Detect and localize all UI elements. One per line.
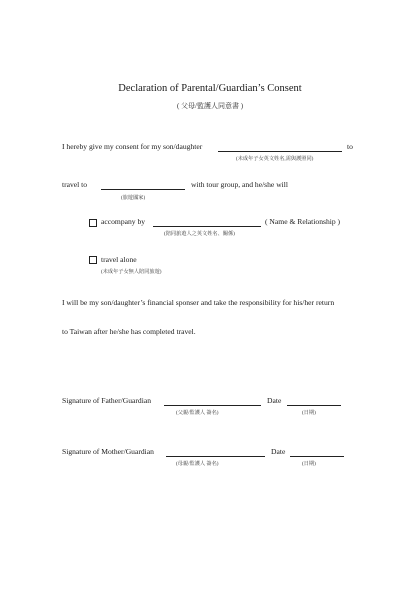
father-date-label: Date (267, 396, 282, 405)
father-date-note: (日期) (302, 410, 316, 416)
travel-alone-note: (未成年子女無人陪同旅遊) (101, 269, 162, 275)
travel-prefix-text: travel to (62, 180, 88, 189)
travel-alone-label: travel alone (101, 255, 137, 264)
destination-field[interactable] (101, 189, 185, 190)
consent-text: I hereby give my consent for my son/daughter (62, 142, 203, 151)
child-name-field[interactable] (218, 151, 342, 152)
accompany-checkbox[interactable] (89, 219, 97, 227)
father-date-field[interactable] (287, 405, 341, 406)
destination-note: (旅遊國家) (121, 195, 146, 201)
accompany-label: accompany by (101, 217, 146, 226)
mother-signature-field[interactable] (166, 456, 265, 457)
mother-date-field[interactable] (290, 456, 344, 457)
companion-name-field[interactable] (153, 226, 261, 227)
statement-line-1: I will be my son/daughter’s financial sponser and take the responsibility for his/her return (62, 298, 335, 307)
father-signature-note: (父親/監護人 簽名) (176, 410, 219, 416)
mother-date-label: Date (271, 447, 286, 456)
accompany-suffix: ( Name & Relationship ) (265, 217, 341, 226)
consent-to-text: to (347, 142, 353, 151)
child-name-note: (未成年子女英文姓名,需與護照同) (236, 156, 314, 162)
mother-signature-note: (母親/監護人 簽名) (176, 461, 219, 467)
statement-line-2: to Taiwan after he/she has completed travel. (62, 327, 196, 336)
mother-date-note: (日期) (302, 461, 316, 467)
mother-signature-label: Signature of Mother/Guardian (62, 447, 154, 456)
page-title: Declaration of Parental/Guardian’s Consent (118, 83, 302, 94)
page-subtitle: ( 父母/監護人同意書 ) (176, 102, 244, 110)
travel-suffix-text: with tour group, and he/she will (191, 180, 289, 189)
father-signature-label: Signature of Father/Guardian (62, 396, 151, 405)
travel-alone-checkbox[interactable] (89, 256, 97, 264)
father-signature-field[interactable] (164, 405, 261, 406)
companion-note: (陪同旅遊人之英文姓名、關係) (164, 231, 235, 237)
